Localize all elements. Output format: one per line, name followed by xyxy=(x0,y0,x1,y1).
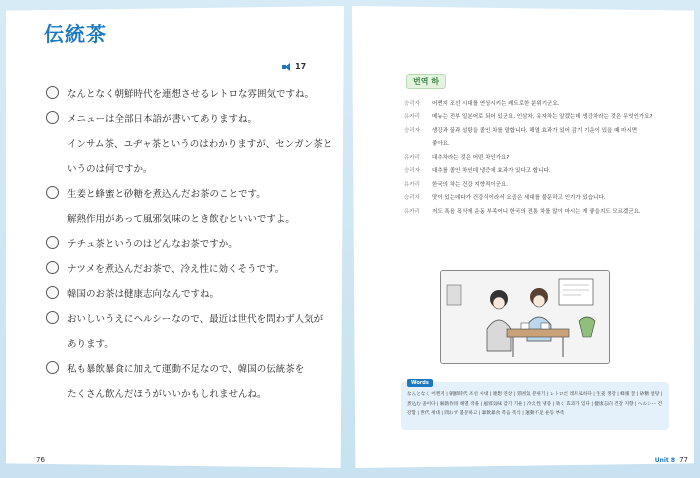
audio-track[interactable] xyxy=(282,62,306,71)
dialog-line xyxy=(46,203,336,228)
translation-text: 맛이 있는데다가 건강식이라서 요즘은 세대를 불문하고 인기가 있습니다. xyxy=(432,195,606,202)
translation-row xyxy=(404,177,660,191)
translation-row xyxy=(404,164,660,178)
right-page-footer xyxy=(655,456,688,464)
track-number: 17 xyxy=(295,62,307,71)
speaker-icon xyxy=(282,63,292,71)
translation-text: 생강과 꿀과 설탕을 졸인 차를 말합니다. 해열 효과가 있어 감기 기운이 있을 때 마시면 xyxy=(432,127,638,134)
translation-row xyxy=(404,96,660,110)
dialog-text: 生姜と蜂蜜と砂糖を煮込んだお茶のことです。 xyxy=(67,189,266,200)
dialog-line xyxy=(46,328,336,353)
translation-speaker: 유카리 xyxy=(404,181,420,188)
dialog-text: テチュ茶というのはどんなお茶ですか。 xyxy=(67,239,238,250)
translation-row xyxy=(404,150,660,164)
speaker-face-icon xyxy=(46,311,59,324)
translation-speaker: 승리자 xyxy=(404,168,420,175)
speaker-face-icon xyxy=(46,261,59,274)
spacer-icon xyxy=(46,161,59,174)
translation-speaker: 유카리 xyxy=(404,114,420,121)
dialog-line xyxy=(46,103,336,128)
translation-speaker: 승리자 xyxy=(404,100,420,107)
dialog-text: インサム茶、ユヂャ茶というのはわかりますが、センガン茶と xyxy=(67,139,333,150)
dialog-line xyxy=(46,353,336,378)
dialog-text: たくさん飲んだほうがいいかもしれませんね。 xyxy=(67,389,267,400)
dialog-text: 私も暴飲暴食に加えて運動不足なので、韓国の伝統茶を xyxy=(67,364,305,375)
dialog-text: なんとなく朝鮮時代を連想させるレトロな雰囲気ですね。 xyxy=(67,89,315,100)
translation-text: 저도 폭음 폭식에 운동 부족이니 한국의 전통 차를 많이 마시는 게 좋을지도 모르겠군요. xyxy=(432,208,641,215)
translation-row xyxy=(404,123,660,137)
spacer-icon xyxy=(46,136,59,149)
spacer-icon xyxy=(46,336,59,349)
translation-speaker: 유카리 xyxy=(404,154,420,161)
left-page-number: 76 xyxy=(36,456,45,464)
vocabulary-text: なんとなく 어쩐지 | 朝鮮時代 조선 시대 | 連想 연상 | 雰囲気 분위기 | レトロだ 레트로하다 | 生姜 생강 | 蜂蜜 꿀 | 砂糖 설탕 | 煮込む 졸이다 | 解熱作用 해열 작용 | 風邪気味 감기 기운 | 冷え性 냉증 | 効く 효과가 있다 | 健康志向 건강 지향 | ヘルシー 건강함 | 世代 세대 | 問わず 불문하고 | 暴飲暴食 폭음 폭식 | 運動不足 운동 부족 xyxy=(407,392,663,416)
translation-text: 한국의 차는 건강 지향적이군요. xyxy=(432,181,509,188)
speaker-face-icon xyxy=(46,86,59,99)
right-page-number: 77 xyxy=(679,456,688,464)
words-label: Words xyxy=(407,379,433,387)
dialog-text: 解熱作用があって風邪気味のとき飲むといいですよ。 xyxy=(67,214,295,225)
translation-text: 대추를 졸인 차인데 냉증에 효과가 있다고 합니다. xyxy=(432,168,551,175)
vocabulary-box xyxy=(401,382,669,430)
dialog-line xyxy=(46,303,336,328)
speaker-face-icon xyxy=(46,186,59,199)
translation-speaker: 승리자 xyxy=(404,127,420,134)
translation-text: 어쩐지 조선 시대를 연상시키는 레트로한 분위기군요. xyxy=(432,100,560,107)
dialog-line xyxy=(46,128,336,153)
dialogue xyxy=(46,78,336,403)
dialog-line xyxy=(46,228,336,253)
translation-row xyxy=(404,204,660,218)
translation-text: 대추차라는 것은 어떤 차인가요? xyxy=(432,154,510,161)
speaker-face-icon xyxy=(46,286,59,299)
translation-speaker: 유카리 xyxy=(404,208,420,215)
dialog-text: おいしいうえにヘルシーなので、最近は世代を問わず人気が xyxy=(67,314,324,325)
spacer-icon xyxy=(46,211,59,224)
spacer-icon xyxy=(46,386,59,399)
dialog-text: ナツメを煮込んだお茶で、冷え性に効くそうです。 xyxy=(67,264,285,275)
translation-text: 메뉴는 전부 일본어로 되어 있군요. 인삼차, 유자차는 알겠는데 생강차라는 것은 무엇인가요? xyxy=(432,114,653,121)
dialog-line xyxy=(46,378,336,403)
dialog-text: メニューは全部日本語が書いてありますね。 xyxy=(67,114,258,125)
tea-house-scene-icon xyxy=(441,271,609,363)
translation-row xyxy=(404,191,660,205)
dialog-line xyxy=(46,278,336,303)
unit-label: Unit 8 xyxy=(654,456,676,464)
dialog-line xyxy=(46,153,336,178)
speaker-face-icon xyxy=(46,111,59,124)
speaker-face-icon xyxy=(46,361,59,374)
cafe-illustration xyxy=(440,270,610,364)
dialog-text: いうのは何ですか。 xyxy=(67,164,153,175)
translation-badge: 번역 하 xyxy=(406,74,446,89)
translation-text: 좋아요. xyxy=(432,141,450,148)
dialog-text: あります。 xyxy=(67,339,114,350)
dialog-line xyxy=(46,78,336,103)
dialog-line xyxy=(46,253,336,278)
translation-list xyxy=(404,96,660,218)
speaker-face-icon xyxy=(46,236,59,249)
translation-row xyxy=(404,137,660,151)
dialog-text: 韓国のお茶は健康志向なんですね。 xyxy=(67,289,220,300)
translation-row xyxy=(404,110,660,124)
translation-speaker: 승리자 xyxy=(404,195,420,202)
dialog-line xyxy=(46,178,336,203)
page-title: 伝統茶 xyxy=(44,22,107,46)
